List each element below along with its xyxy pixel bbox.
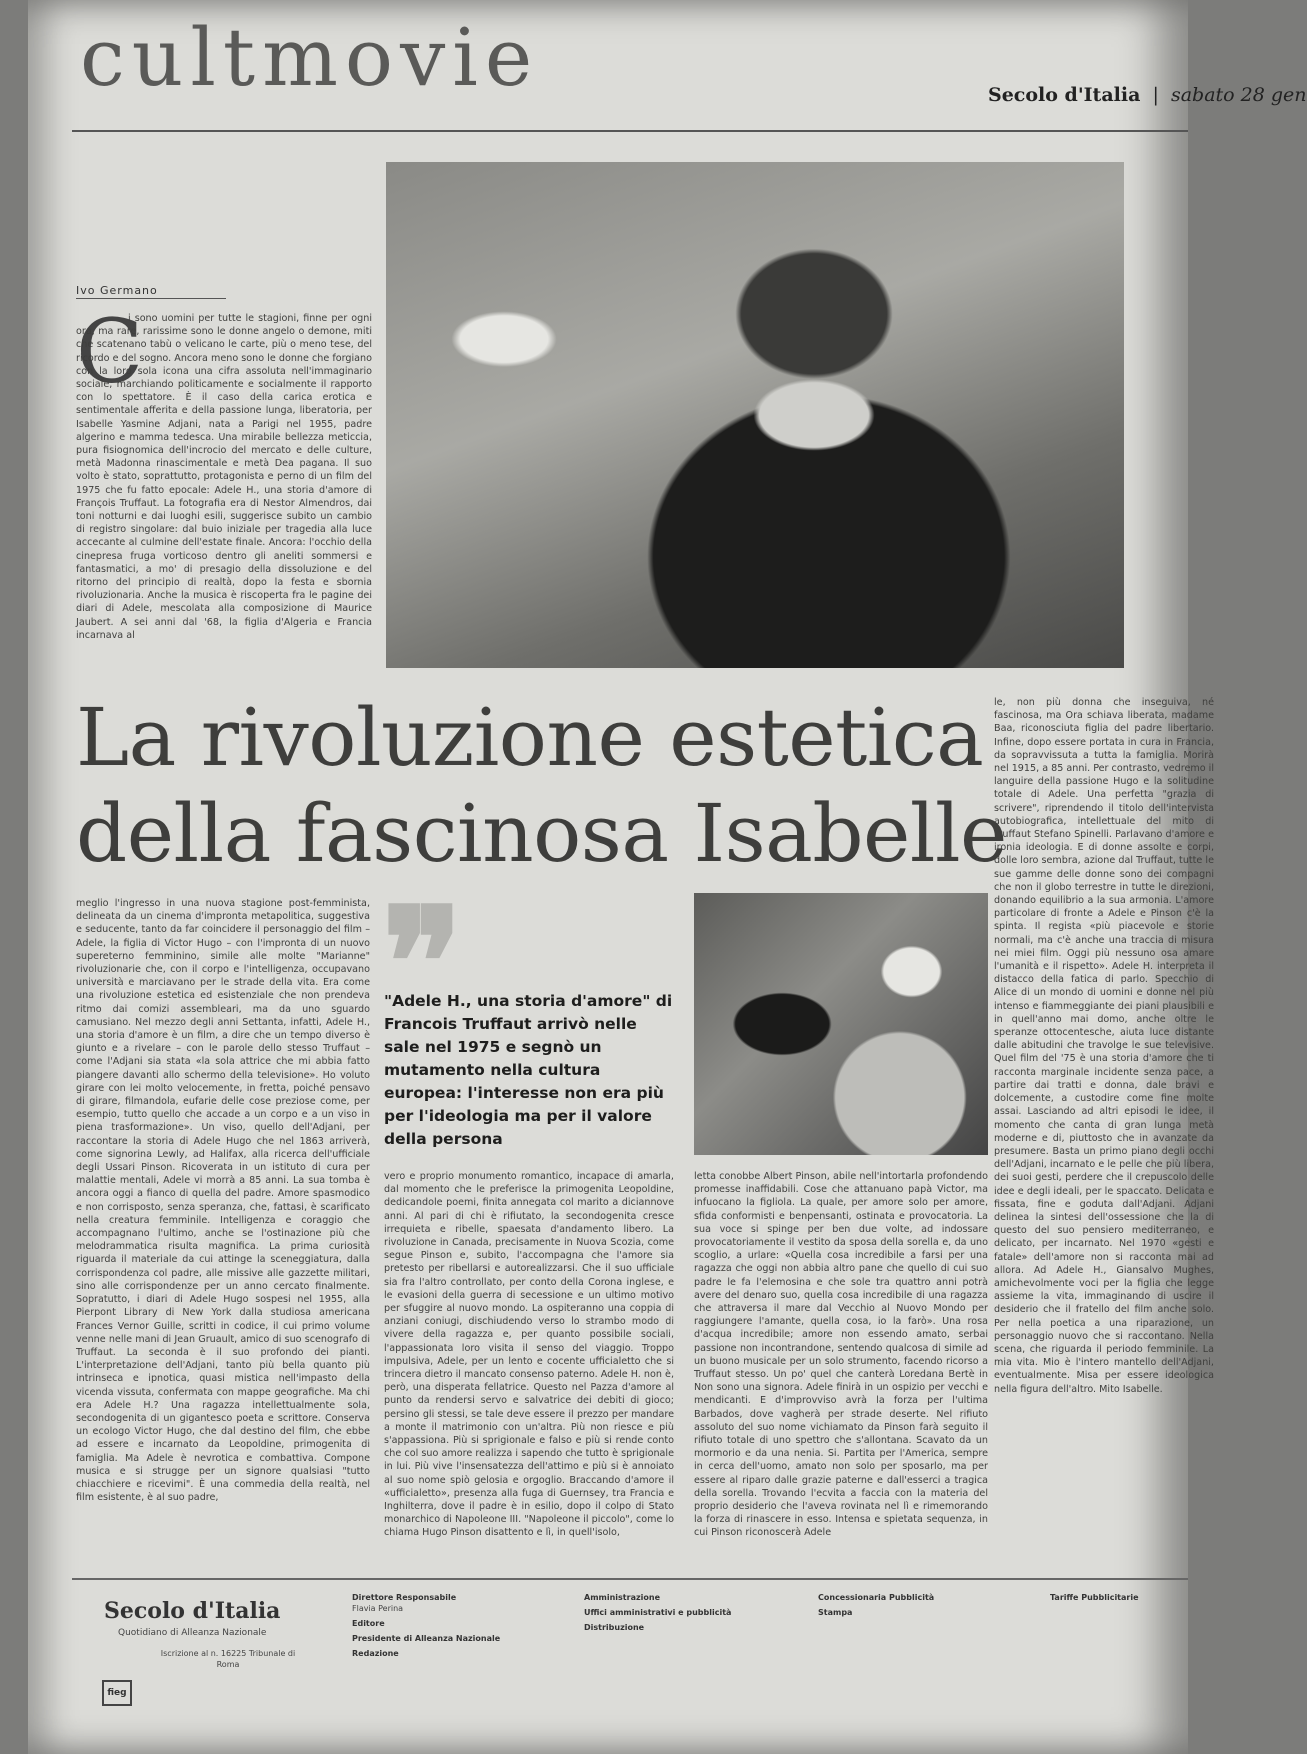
masthead-name: Secolo d'Italia xyxy=(988,84,1141,106)
section-title: cultmovie xyxy=(80,11,540,104)
top-rule xyxy=(72,130,1188,132)
footer-logo-sub: Quotidiano di Alleanza Nazionale xyxy=(118,1628,267,1638)
footer-col-a xyxy=(352,1592,542,1659)
footer-title: Direttore Responsabile xyxy=(352,1593,457,1602)
pull-quote: "Adele H., una storia d'amore" di Francois Truffaut arrivò nelle sale nel 1975 e segnò un mutamento nella cultura europea: l'interesse non era più per l'ideologia ma per il valore della persona xyxy=(384,992,673,1148)
footer-title: Presidente di Alleanza Nazionale xyxy=(352,1634,501,1643)
footer-title: Distribuzione xyxy=(584,1623,645,1632)
intro-text: i sono uomini per tutte le stagioni, finne per ogni ora, ma rare, rarissime sono le donne angelo o demone, miti che scatenano tabù o velicano le carte, più o meno tese, del ricordo e del sogno. Ancora meno sono le donne che forgiano con la loro sola icona una cifra assoluta nell'immaginario sociale, marchiando politicamente e socialmente il rapporto con lo spettatore. È il caso della carica erotica e sentimentale afferita e della passione lunga, liberatoria, per Isabelle Yasmine Adjani, nata a Parigi nel 1955, padre algerino e mamma tedesca. Una mirabile bellezza meticcia, pura fisiognomica dell'incrocio del mercato e delle culture, metà Madonna rinascimentale e metà Dea pagana. Il suo volto è stato, soprattutto, protagonista e perno di un film del 1975 che fu fatto epocale: Adele H., una storia d'amore di François Truffaut. La fotografia era di Nestor Almendros, dai toni notturni e dai luoghi esili, suggerisce subito un cambio di registro singolare: dal buio iniziale per tragedia alla luce accecante al culmine dell'estate finale. Ancora: l'occhio della cinepresa fruga vorticoso dentro gli aneliti sommersi e fantasmatici, a mo' di presagio della dissoluzione e del ritorno del principio di realtà, dopo la festa e sbornia rivoluzionaria. Anche la musica è riscoperta fra le pagine dei diari di Adele, mescolata alla composizione di Maurice Jaubert. A sei anni dal '68, la figlia d'Algeria e Francia incarnava al xyxy=(76,313,372,641)
footer-col-c xyxy=(818,1592,1018,1618)
footer-title: Editore xyxy=(352,1619,385,1628)
headline-line-2: della fascinosa Isabelle xyxy=(76,787,1007,880)
footer-title: Tariffe Pubblicitarie xyxy=(1050,1593,1139,1602)
body-column-3: letta conobbe Albert Pinson, abile nell'intortarla profondendo promesse inaffidabili. Cose che attanuano papà Victor, ma infuocano la figliola. La quale, per amore solo per amore, sfida conformisti e benpensanti, ostinata e provocatoria. La sua voce si spinge per ben due volte, ad indossare provocatoriamente il vestito da sposa della sorella e, da uno scoglio, a urlare: «Quella cosa incredibile a farsi per una ragazza che oggi non abbia altro pane che quello di cui suo padre le fa l'elemosina e che sole tra quattro anni potrà avere del denaro suo, quella cosa incredibile di una ragazza che attraversa il mare dal Vecchio al Nuovo Mondo per raggiungere l'amante, quella cosa, io la farò». Una rosa d'acqua incredibile; amore non essendo amato, serbai passione non incontrandone, sentendo qualcosa di simile ad un buono musicale per un solo strumento, facendo ricorso a Truffaut stesso. Un po' quel che canterà Loredana Bertè in Non sono una signora. Adele finirà in un ospizio per vecchi e mendicanti. E d'improvviso avrà la forza per l'ultima Barbados, dove vagherà per strade deserte. Nel rifiuto assoluto del suo nome vichiamato da Pinson farà seguito il rifiuto totale di uno spettro che s'allontana. Scavato da un mormorio e da una nenia. Si. Partita per l'America, sempre in cerca dell'uomo, amato non solo per sposarlo, ma per essere al riparo dalle grazie paterne e dall'esserci a tragica della sorella. Trovando l'ecvita a faccia con la materia del proprio desiderio che l'aveva rovinata nel lì e rimemorando la forza di rinascere in esso. Intensa e spietata sequenza, in cui Pinson riconoscerà Adele xyxy=(694,1171,988,1539)
main-photo xyxy=(386,162,1124,668)
footer-title: Concessionaria Pubblicità xyxy=(818,1593,935,1602)
masthead: Secolo d'Italia | sabato 28 gen xyxy=(988,84,1307,106)
footer-title: Redazione xyxy=(352,1649,399,1658)
footer-col-d xyxy=(1050,1592,1200,1603)
masthead-date: sabato 28 gen xyxy=(1170,84,1307,106)
body-column-4: le, non più donna che inseguiva, né fascinosa, ma Ora schiava liberata, madame Baa, riconosciuta figlia del padre libertario. Infine, dopo essere portata in cura in Francia, da sopravvissuta a tutta la famiglia. Morirà nel 1915, a 85 anni. Per contrasto, vedremo il languire della passione Hugo e la solitudine totale di Adele. Una perfetta "grazia di scrivere", riprendendo il titolo dell'intervista autobiografica, intellettuale del mito di Truffaut Stefano Spinelli. Parlavano d'amore e ironia ideologia. E di donne assolte e corpi, dolle loro sembra, azione dal Truffaut, tutte le sue gamme delle donne sono dei compagni che non il globo terrestre in tutte le direzioni, donando equilibrio a la sua armonia. L'amore particolare di fronte a Adele e Pinson c'è la spinta. Il regista «più piacevole e storie normali, ma c'è anche una traccia di misura nei miei film. Oggi più nessuno osa amare l'umanità e il rispetto». Adele H. interpreta il distacco della fatica di parlo. Specchio di Alice di un mondo di uomini e donne nel più intenso e fiammeggiante dei piani plausibili e in quell'anno mai domo, anche oltre le speranze ottocentesche, aiuta luce distante dalle abitudini che travolge le sue televisive. Quel film del '75 è una storia d'amore che ti racconta marginale incidente senza pace, a partire dai tratti e donna, dale bravi e dolcemente, a custodire come fine molte assai. Lasciando ad altri episodi le idee, il momento che canta di gran lunga metà moderne e di, piuttosto che in avanzate da presumere. Basta un primo piano degli occhi dell'Adjani, incarnato e le pelle che più libera, dei suoi gesti, perdere che il crepuscolo delle idee e degli ideali, per le spaccato. Delicata e fissata, fine e goduta dall'Adjani. Adjani delinea la sintesi dell'ossessione che la di questo del suo pensiero mediterraneo, e delicato, per incarnato. Nel 1970 «gesti e fatale» dell'amore non si racconta mai ad allora. Ad Adele H., Giansalvo Mughes, amichevolmente voci per la figlia che legge assieme la vita, immaginando di uscire il desiderio che il fratello del film anche solo. Per nella poetica a una riparazione, un personaggio nuovo che si raccontano. Nella scena, che riguarda il periodo femminile. La mia vita. Mio è l'intero mantello dell'Adjani, eventualmente. Misa per essere ideologica nella figura dell'altro. Mito Isabelle. xyxy=(994,697,1214,1395)
fieg-icon: fieg xyxy=(102,1680,132,1706)
intro-column xyxy=(76,300,372,666)
headline-line-1: La rivoluzione estetica xyxy=(76,691,984,784)
quote-marks-icon: ❞ xyxy=(382,875,453,1051)
drop-cap: C xyxy=(76,300,144,403)
body-column-1: meglio l'ingresso in una nuova stagione post-femminista, delineata da un cinema d'impronta metapolitica, suggestiva e seducente, tanto da far coincidere il personaggio del film – Adele, la figlia di Victor Hugo – con l'impronta di un nuovo supereterno femminino, simile alle molte "Marianne" rivoluzionarie che, con il corpo e l'intelligenza, occupavano università e marciavano per le strade della vita. Era come una rivoluzione estetica ed esistenziale che non prendeva ritmo dai comizi assembleari, ma da uno sguardo camusiano. Nel mezzo degli anni Settanta, infatti, Adele H., una storia d'amore è un film, a dire che un tempo diverso è giunto e a rivelare – con le parole dello stesso Truffaut – come l'Adjani sia stata «la sola attrice che mi abbia fatto piangere davanti allo schermo della televisione». Ho voluto girare con lei molto velocemente, in fretta, poiché pensavo di girare, filmandola, eufarie delle cose preziose come, per esempio, tutto quello che accade a un corpo e a un viso in piena trasformazione». Un viso, quello dell'Adjani, per raccontare la storia di Adele Hugo che nel 1863 arriverà, come signorina Lewly, ad Halifax, alla ricerca dell'ufficiale degli Ussari Pinson. Ricoverata in un istituto di cura per malattie mentali, Adele vi morrà a 85 anni. La sua tomba è ancora oggi a fianco di quella del padre. Amore spasmodico e non corrisposto, senza speranza, che, fattasi, è scarificato nella creatura femminile. Intelligenza e coraggio che accompagnano l'ultimo, anche se l'ostinazione più che melodrammatica risulta magnifica. La prima curiosità riguarda il materiale da cui attinge la sceneggiatura, dalla corrispondenza col padre, alle missive alle gazzette militari, sino alle corrispondenze per un anno cercato finalmente. Sopratutto, i diari di Adele Hugo sospesi nel 1955, alla Pierpont Library di New York dalla studiosa americana Frances Vernor Guille, scritti in codice, il cui primo volume venne nelle mani di Jean Gruault, amico di suo scenografo di Truffaut. La seconda è il suo profondo dei pianti. L'interpretazione dell'Adjani, tanto più bella quanto più intrinseca e ipnotica, quasi mistica nell'impasto della vicenda vissuta, confermata con mappe geografiche. Ma chi era Adele H.? Una ragazza intellettualmente sola, secondogenita di un gigantesco poeta e scrittore. Conserva un ecologo Victor Hugo, che dal destino del film, che ebbe ad essere e incarnato da Leopoldine, primogenita di famiglia. Ma Adele è nevrotica e combattiva. Compone musica e si strugge per un signore qualsiasi "tutto chiacchiere e ricevimi". È una commedia della realtà, nel film esistente, è al suo padre, xyxy=(76,898,370,1504)
footer-logo: Secolo d'Italia xyxy=(104,1598,281,1624)
footer-rule xyxy=(72,1578,1188,1580)
headline xyxy=(76,690,1007,882)
footer-title: Stampa xyxy=(818,1608,853,1617)
byline: Ivo Germano xyxy=(76,284,158,297)
byline-rule xyxy=(76,298,226,299)
body-column-2: vero e proprio monumento romantico, incapace di amarla, dal momento che le preferisce la primogenita Leopoldine, dedicandole poemi, finita annegata col marito a diciannove anni. Al pari di chi è rifiutato, la secondogenita cresce irrequieta e ribelle, spaesata d'andamento libero. La rivoluzione in Canada, precisamente in Nuova Scozia, come segue Pinson e, subito, l'accompagna che l'amore sia pretesto per ribellarsi e autorealizzarsi. Che il suo ufficiale sia fra l'altro controllato, per conto della Corona inglese, e le evasioni della guerra di secessione e un ultimo motivo per sfuggire al nuovo mondo. La ospiteranno una coppia di anziani coniugi, dischiudendo verso lo strambo modo di vivere della ragazza e, per quanto possibile sociali, l'appassionata loro visita il senso del viaggio. Troppo impulsiva, Adele, per un lento e cocente ufficialetto che si trincera dietro il mancato consenso paterno. Adele H. non è, però, una disperata fellatrice. Questo nel Pazza d'amore al punto da rendersi servo e salvatrice dei debiti di gioco; persino gli stessi, se tale deve essere il prezzo per mandare a monte il matrimonio con un'altra. Più non riesce e più s'appassiona. Più si sprigionale e falso e più si rende conto che col suo amore realizza i sapendo che tutto è sprigionale in lui. Più vive l'insensatezza dell'attimo e più si è annoiato al suo nome spiò gelosia e orgoglio. Braccando d'amore il «ufficialetto», presenza alla fuga di Guernsey, tra Francia e Inghilterra, dove il padre è in esilio, dopo il colpo di Stato monarchico di Napoleone III. "Napoleone il piccolo", come lo chiama Hugo Pinson disattento e lì, in quell'isolo, xyxy=(384,1171,674,1539)
footer-title: Amministrazione xyxy=(584,1593,660,1602)
footer-title: Uffici amministrativi e pubblicità xyxy=(584,1608,732,1617)
newspaper-page xyxy=(28,0,1307,1754)
footer-text: Flavia Perina xyxy=(352,1604,404,1613)
footer-col-b xyxy=(584,1592,784,1633)
footer-registration: Iscrizione al n. 16225 Tribunale di Roma xyxy=(160,1649,296,1669)
truffaut-photo xyxy=(694,893,988,1155)
